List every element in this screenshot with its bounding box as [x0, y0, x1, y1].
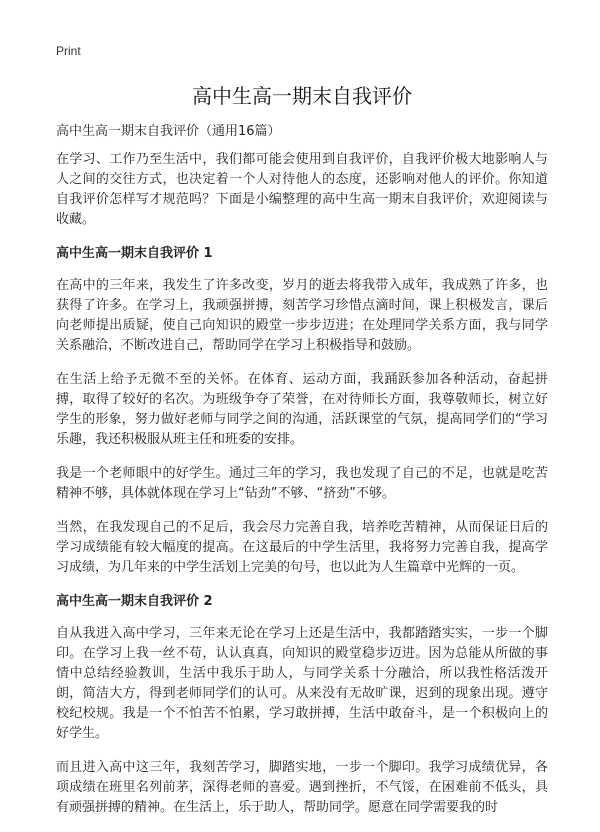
section-heading: 高中生高一期末自我评价 1 [56, 246, 213, 261]
section-heading: 高中生高一期末自我评价 2 [56, 594, 213, 609]
section-paragraph: 当然，在我发现自己的不足后，我会尽力完善自我，培养吃苦精神，从而保证日后的学习成绩能有较大幅度的提高。在这最后的中学生活里，我将努力完善自我，提高学习成绩，为几年来的中学生活划上完美的句号，也以此为人生篇章中光辉的一页。 [56, 520, 548, 575]
section-paragraph: 而且进入高中这三年，我刻苦学习，脚踏实地，一步一个脚印。我学习成绩优异，各项成绩在班里名列前茅，深得老师的喜爱。遇到挫折，不气馁，在困难前不低头，具有顽强拼搏的精神。在生活上，乐于助人，帮助同学。愿意在同学需要我的时 [56, 760, 548, 815]
print-link[interactable]: Print [56, 44, 81, 58]
document-content [56, 150, 548, 832]
intro-paragraph: 在学习、工作乃至生活中，我们都可能会使用到自我评价，自我评价极大地影响人与人之间的交往方式，也决定着一个人对待他人的态度，还影响对他人的评价。你知道自我评价怎样写才规范吗？下面是小编整理的高中生高一期末自我评价，欢迎阅读与收藏。 [56, 152, 548, 227]
section-paragraph: 在生活上给予无微不至的关怀。在体育、运动方面，我踊跃参加各种活动，奋起拼搏，取得了较好的名次。为班级争夺了荣誉，在对待师长方面，我尊敬师长，树立好学生的形象，努力做好老师与同学之间的沟通，活跃课堂的气氛，提高同学们的“学习乐趣，我还积极服从班主任和班委的安排。 [56, 372, 548, 447]
section-paragraph: 在高中的三年来，我发生了许多改变，岁月的逝去将我带入成年，我成熟了许多，也获得了许多。在学习上，我顽强拼搏，刻苦学习珍惜点滴时间，课上积极发言，课后向老师提出质疑，使自己向知识的殿堂一步步迈进；在处理同学关系方面，我与同学关系融洽，不断改进自己，帮助同学在学习上积极指导和鼓励。 [56, 278, 548, 353]
document-subtitle: 高中生高一期末自我评价（通用16篇） [56, 124, 281, 139]
section-paragraph: 自从我进入高中学习，三年来无论在学习上还是生活中，我都踏踏实实，一步一个脚印。在学习上我一丝不苟，认认真真，向知识的殿堂稳步迈进。因为总能从所做的事情中总结经验教训，生活中我乐于助人，与同学关系十分融洽，所以我性格活泼开朗，简洁大方，得到老师同学们的认可。从来没有无故旷课，迟到的现象出现。遵守校纪校规。我是一个不怕苦不怕累，学习敢拼搏，生活中敢奋斗，是一个积极向上的好学生。 [56, 626, 548, 741]
document-title: 高中生高一期末自我评价 [192, 84, 412, 108]
section-paragraph: 我是一个老师眼中的好学生。通过三年的学习，我也发现了自己的不足，也就是吃苦精神不够，具体就体现在学习上“钻劲”不够、“挤劲”不够。 [56, 466, 548, 501]
